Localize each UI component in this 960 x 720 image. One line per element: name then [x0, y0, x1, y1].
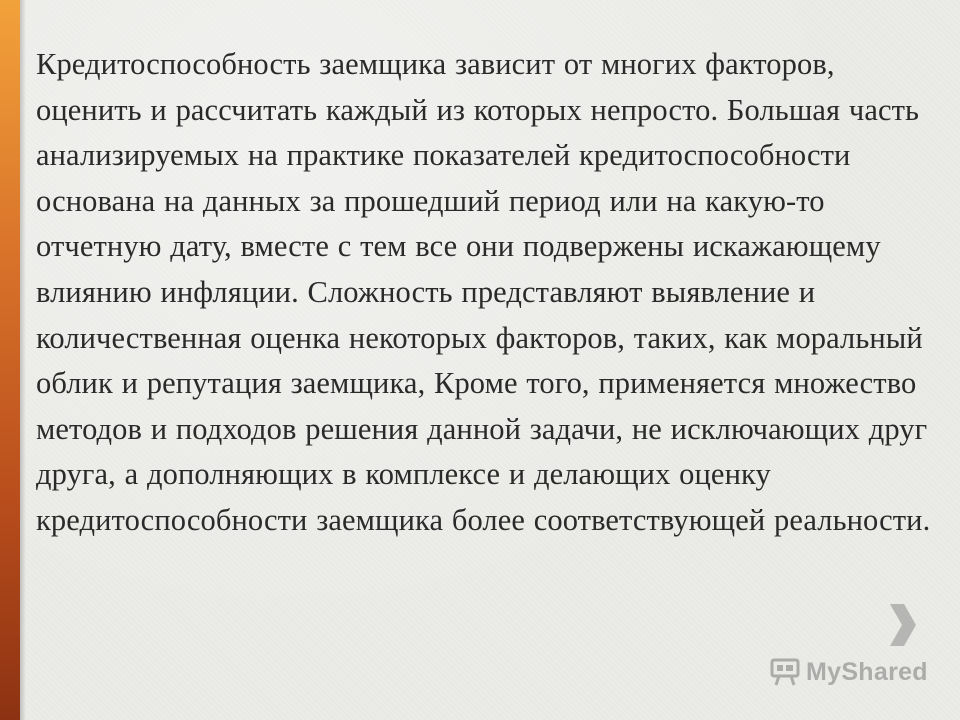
presentation-board-icon [770, 658, 800, 686]
chevron-right-icon[interactable] [884, 600, 920, 650]
watermark-text: MyShared [806, 657, 928, 686]
accent-side-bar-shadow [20, 0, 26, 720]
slide-body-text: Кредитоспособность заемщика зависит от многих факторов, оценить и рассчитать каждый из которых непросто. Большая часть анализируемых на практике показателей кредитоспособности основана на данных за прошедший период или на какую-то отчетную дату, вместе с тем все они подвержены искажающему влиянию инфляции. Сложность представляют выявление и количественная оценка некоторых факторов, таких, как моральный облик и репутация заемщика, Кроме того, применяется множество методов и подходов решения данной задачи, не исключающих друг друга, а дополняющих в комплексе и делающих оценку кредитоспособности заемщика более соответствующей реальности. [36, 47, 931, 537]
watermark [770, 656, 928, 688]
accent-side-bar [0, 0, 20, 720]
